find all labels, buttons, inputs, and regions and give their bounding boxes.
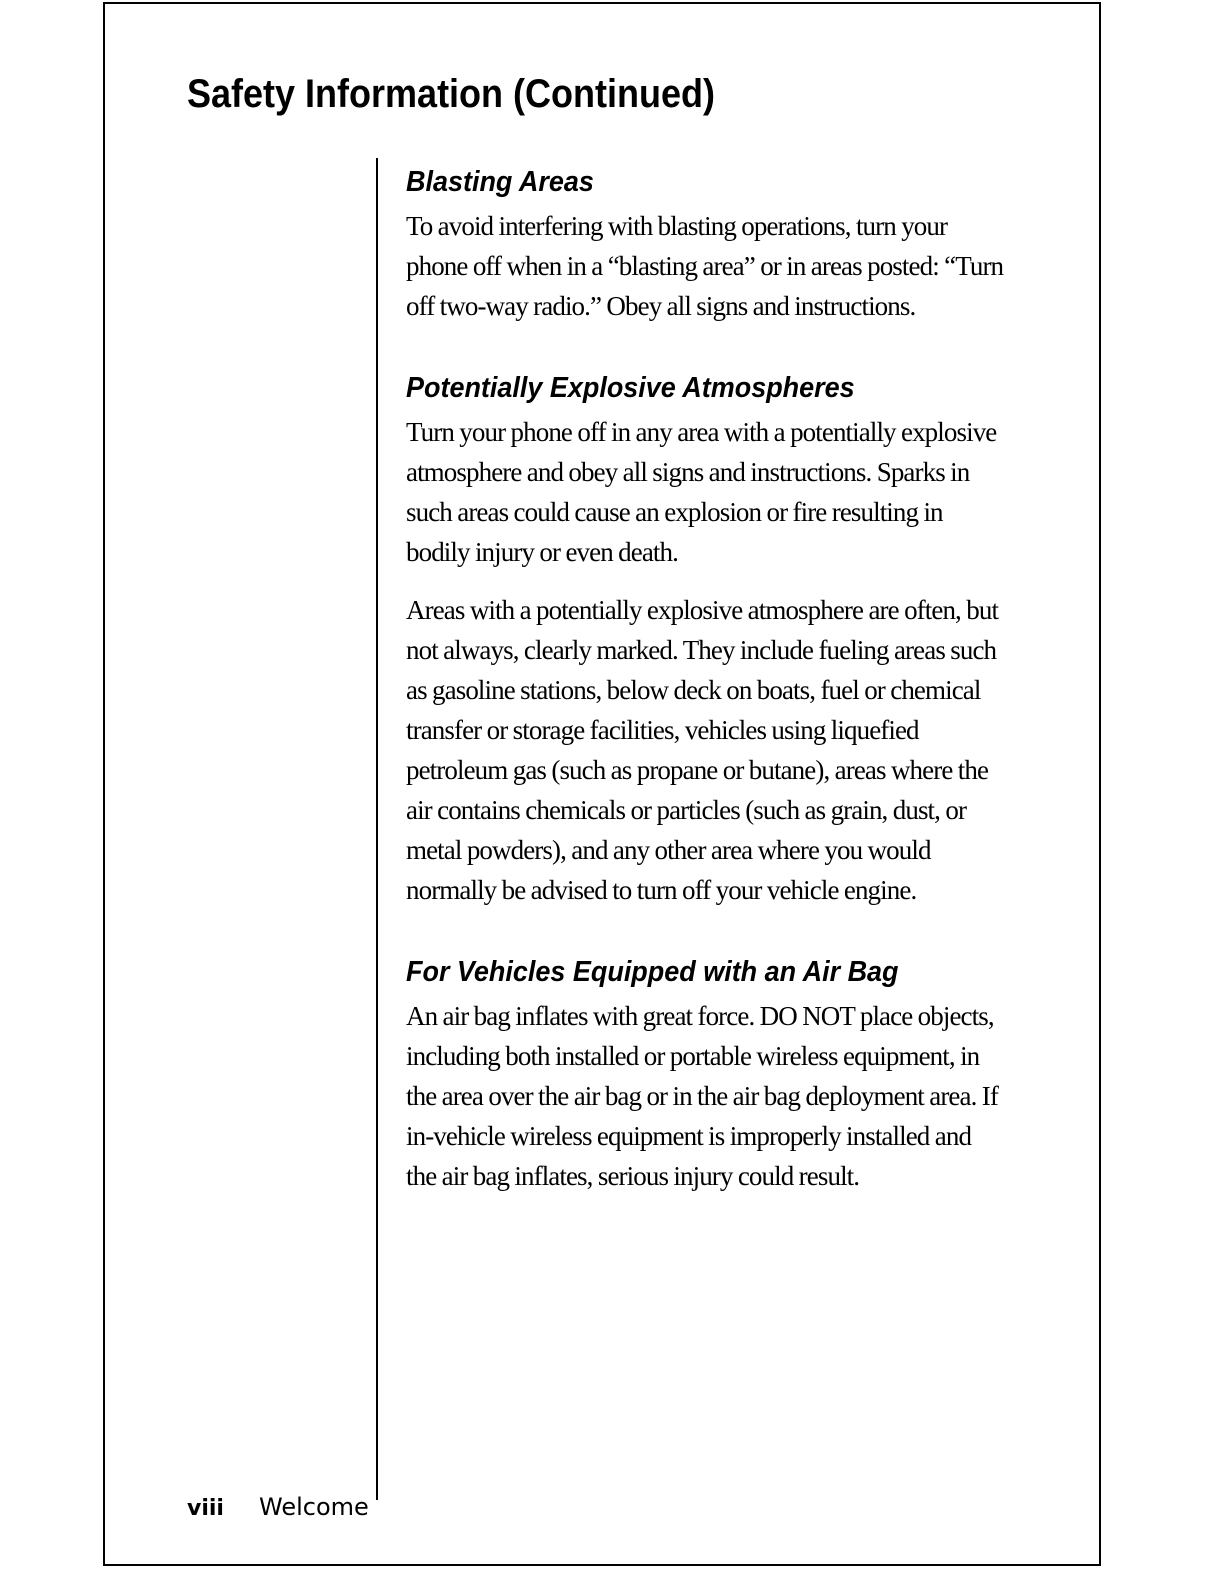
section-paragraph: An air bag inflates with great force. DO NOT place objects, including both installed or portable wireless equipment, in the area over the air bag or in the air bag deployment area. If in-vehicle wireless equipment is improperly installed and the air bag inflates, serious injury could result. <box>406 1001 998 1191</box>
section-heading: Potentially Explosive Atmospheres <box>406 372 855 404</box>
section-explosive-atmospheres <box>406 368 1006 910</box>
section-heading: Blasting Areas <box>406 166 594 198</box>
page-footer <box>187 1491 369 1525</box>
section-paragraph: Areas with a potentially explosive atmosphere are often, but not always, clearly marked. They include fueling areas such as gasoline stations, below deck on boats, fuel or chemical transfer or storage facilities, vehicles using liquefied petroleum gas (such as propane or butane), areas where the air contains chemicals or particles (such as grain, dust, or metal powders), and any other area where you would normally be advised to turn off your vehicle engine. <box>406 595 999 905</box>
section-paragraph: Turn your phone off in any area with a potentially explosive atmosphere and obey all signs and instructions. Sparks in such areas could cause an explosion or fire resulting in bodily injury or even death. <box>406 417 997 567</box>
page-number: viii <box>187 1496 224 1521</box>
section-heading: For Vehicles Equipped with an Air Bag <box>406 956 899 988</box>
footer-section-name: Welcome <box>259 1493 369 1521</box>
main-content <box>406 162 1006 1238</box>
page-title: Safety Information (Continued) <box>187 72 715 116</box>
vertical-rule <box>376 158 378 1500</box>
section-paragraph: To avoid interfering with blasting operations, turn your phone off when in a “blasting area” or in areas posted: “Turn off two-way radio.” Obey all signs and instructions. <box>406 211 1004 321</box>
section-air-bag <box>406 952 1006 1196</box>
section-blasting-areas <box>406 162 1006 326</box>
